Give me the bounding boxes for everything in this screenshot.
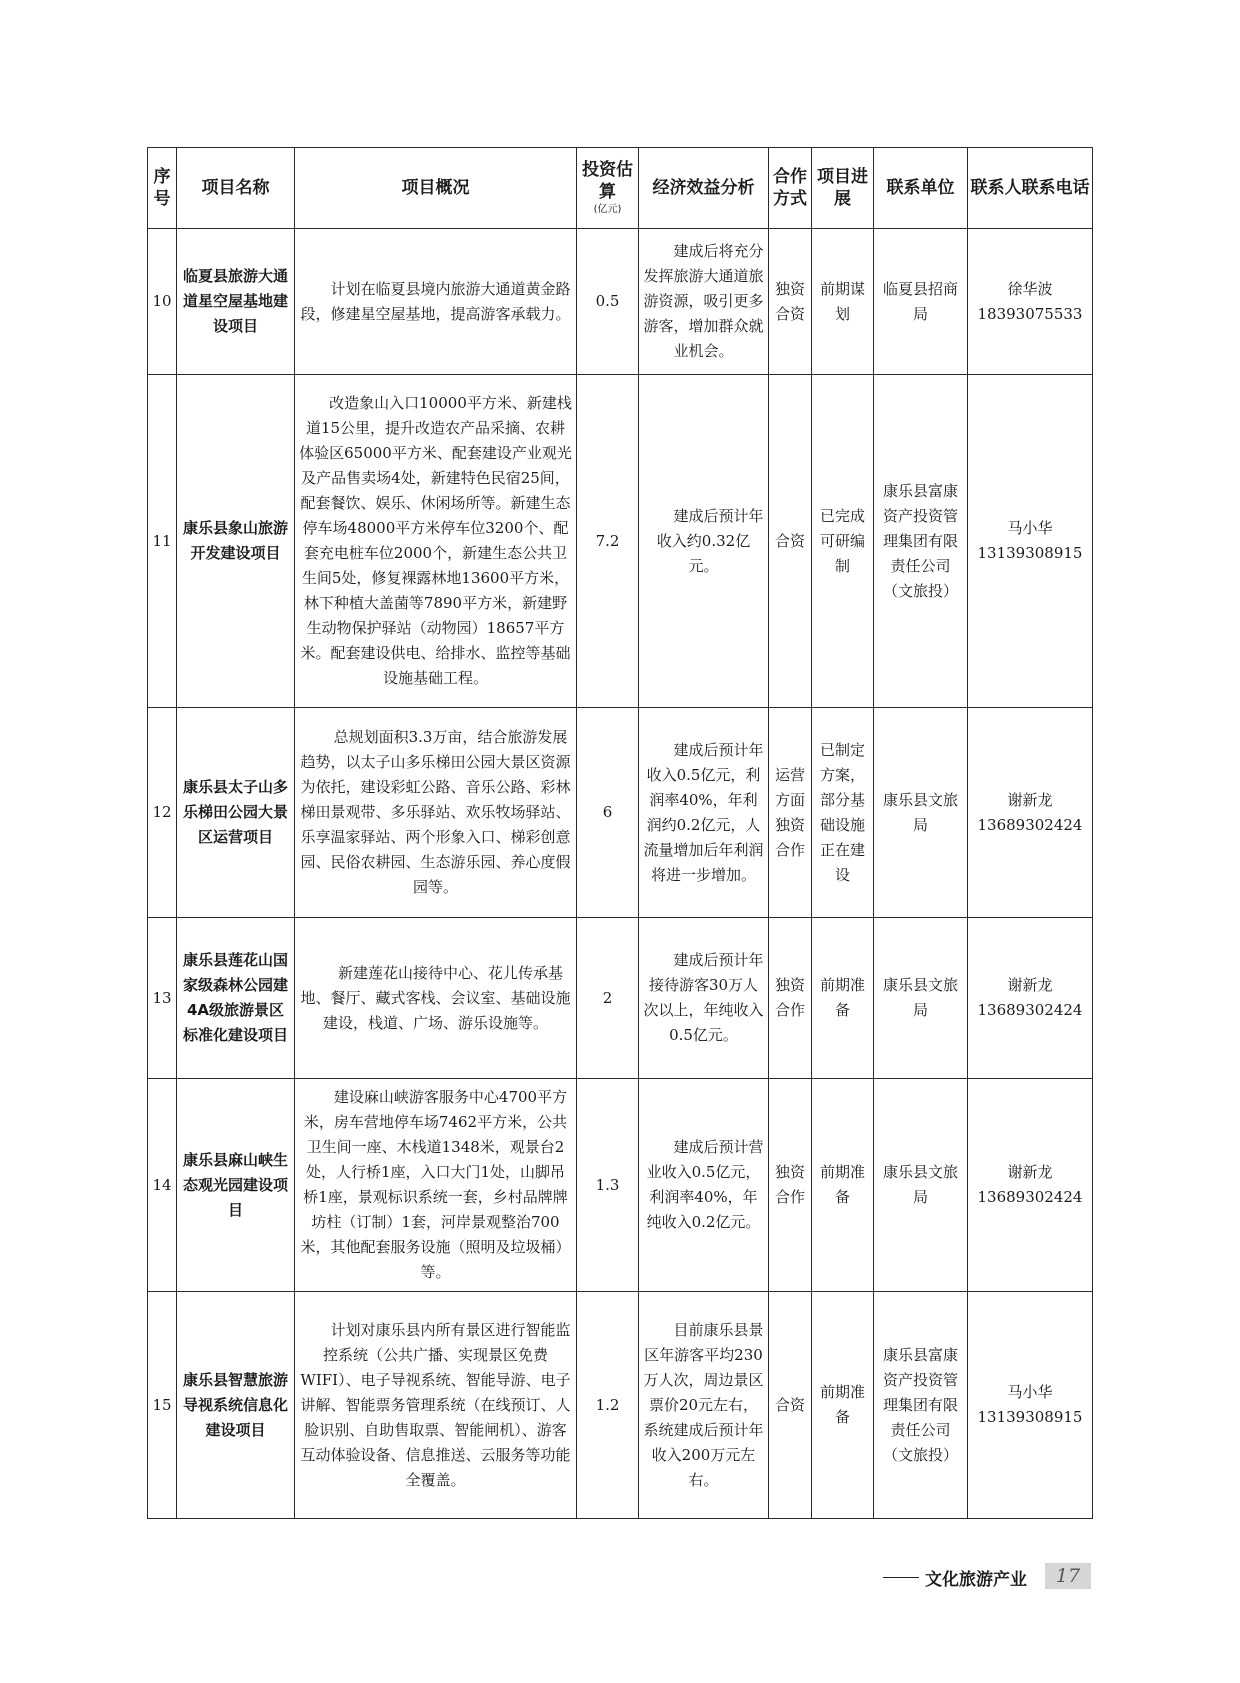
row-progress: 前期谋划	[812, 229, 874, 375]
row-progress: 前期准备	[812, 1292, 874, 1519]
row-seq: 15	[148, 1292, 177, 1519]
row-seq: 14	[148, 1079, 177, 1292]
row-seq: 13	[148, 918, 177, 1079]
row-seq: 11	[148, 375, 177, 708]
header-benefit: 经济效益分析	[639, 148, 769, 229]
row-benefit: 目前康乐县景区年游客平均230万人次，周边景区票价20元左右，系统建成后预计年收入200万元左右。	[639, 1292, 769, 1519]
header-unit: 联系单位	[874, 148, 968, 229]
row-contact	[968, 708, 1093, 918]
page-number: 17	[1045, 1563, 1091, 1589]
page-footer	[875, 1563, 1095, 1593]
row-cooperation: 运营方面独资合作	[769, 708, 812, 918]
row-overview: 建设麻山峡游客服务中心4700平方米，房车营地停车场7462平方米，公共卫生间一座、木栈道1348米，观景台2处，人行桥1座，入口大门1处，山脚吊桥1座，景观标识系统一套，乡村品牌牌坊柱（订制）1套，河岸景观整治700米，其他配套服务设施（照明及垃圾桶）等。	[295, 1079, 577, 1292]
table-row	[148, 229, 1093, 375]
row-investment: 1.3	[577, 1079, 639, 1292]
row-contact-phone: 13139308915	[977, 544, 1083, 562]
table-row	[148, 918, 1093, 1079]
header-cooperation: 合作方式	[769, 148, 812, 229]
row-benefit: 建成后预计年收入约0.32亿元。	[639, 375, 769, 708]
header-overview: 项目概况	[295, 148, 577, 229]
row-cooperation: 独资合作	[769, 1079, 812, 1292]
row-unit: 康乐县文旅局	[874, 918, 968, 1079]
row-overview: 总规划面积3.3万亩，结合旅游发展趋势，以太子山多乐梯田公园大景区资源为依托，建设彩虹公路、音乐公路、彩林梯田景观带、多乐驿站、欢乐牧场驿站、乐享温家驿站、两个形象入口、梯彩创意园、民俗农耕园、生态游乐园、养心度假园等。	[295, 708, 577, 918]
row-project-name: 临夏县旅游大通道星空屋基地建设项目	[177, 229, 295, 375]
row-overview: 改造象山入口10000平方米、新建栈道15公里，提升改造农产品采摘、农耕体验区65000平方米、配套建设产业观光及产品售卖场4处，新建特色民宿25间，配套餐饮、娱乐、休闲场所等。新建生态停车场48000平方米停车位3200个、配套充电桩车位2000个，新建生态公共卫生间5处，修复裸露林地13600平方米，林下种植大盖菌等7890平方米，新建野生动物保护驿站（动物园）18657平方米。配套建设供电、给排水、监控等基础设施基础工程。	[295, 375, 577, 708]
row-overview: 计划对康乐县内所有景区进行智能监控系统（公共广播、实现景区免费WIFI）、电子导视系统、智能导游、电子讲解、智能票务管理系统（在线预订、人脸识别、自助售取票、智能闸机）、游客互动体验设备、信息推送、云服务等功能全覆盖。	[295, 1292, 577, 1519]
row-progress: 已完成可研编制	[812, 375, 874, 708]
table-row	[148, 708, 1093, 918]
row-investment: 6	[577, 708, 639, 918]
row-contact	[968, 1292, 1093, 1519]
row-seq: 10	[148, 229, 177, 375]
table-row	[148, 1079, 1093, 1292]
header-contact: 联系人联系电话	[968, 148, 1093, 229]
header-investment-unit: (亿元)	[593, 204, 622, 215]
row-progress: 前期准备	[812, 918, 874, 1079]
row-seq: 12	[148, 708, 177, 918]
row-contact-phone: 13689302424	[977, 815, 1083, 834]
row-project-name: 康乐县象山旅游开发建设项目	[177, 375, 295, 708]
row-contact-phone: 13139308915	[977, 1408, 1083, 1426]
row-contact-person: 谢新龙	[1007, 790, 1053, 809]
row-unit: 康乐县富康资产投资管理集团有限责任公司（文旅投）	[874, 375, 968, 708]
row-contact-person: 谢新龙	[1007, 1163, 1053, 1181]
row-investment: 7.2	[577, 375, 639, 708]
row-cooperation: 合资	[769, 375, 812, 708]
header-seq: 序号	[148, 148, 177, 229]
row-unit: 康乐县文旅局	[874, 708, 968, 918]
table-row	[148, 1292, 1093, 1519]
row-unit: 康乐县富康资产投资管理集团有限责任公司（文旅投）	[874, 1292, 968, 1519]
footer-dash	[883, 1577, 919, 1578]
footer-section-label: 文化旅游产业	[925, 1570, 1027, 1590]
header-name: 项目名称	[177, 148, 295, 229]
row-benefit: 建成后预计年收入0.5亿元，利润率40%，年利润约0.2亿元，人流量增加后年利润将进一步增加。	[639, 708, 769, 918]
row-investment: 2	[577, 918, 639, 1079]
row-contact-person: 谢新龙	[1007, 976, 1053, 994]
row-benefit: 建成后预计营业收入0.5亿元，利润率40%，年纯收入0.2亿元。	[639, 1079, 769, 1292]
row-progress: 前期准备	[812, 1079, 874, 1292]
row-project-name: 康乐县莲花山国家级森林公园建4A级旅游景区标准化建设项目	[177, 918, 295, 1079]
header-investment-label: 投资估算	[582, 160, 633, 202]
row-investment: 1.2	[577, 1292, 639, 1519]
row-progress: 已制定方案，部分基础设施正在建设	[812, 708, 874, 918]
row-contact	[968, 375, 1093, 708]
row-project-name: 康乐县太子山多乐梯田公园大景区运营项目	[177, 708, 295, 918]
header-investment	[577, 148, 639, 229]
row-unit: 临夏县招商局	[874, 229, 968, 375]
row-cooperation: 独资合作	[769, 918, 812, 1079]
row-contact-person: 徐华波	[1007, 279, 1053, 298]
table-row	[148, 375, 1093, 708]
row-contact	[968, 918, 1093, 1079]
row-contact	[968, 1079, 1093, 1292]
row-contact-person: 马小华	[1007, 1383, 1053, 1401]
row-benefit: 建成后将充分发挥旅游大通道旅游资源，吸引更多游客，增加群众就业机会。	[639, 229, 769, 375]
row-contact-person: 马小华	[1007, 519, 1053, 537]
row-cooperation: 合资	[769, 1292, 812, 1519]
row-contact-phone: 13689302424	[977, 1001, 1083, 1019]
row-project-name: 康乐县智慧旅游导视系统信息化建设项目	[177, 1292, 295, 1519]
header-progress: 项目进展	[812, 148, 874, 229]
row-investment: 0.5	[577, 229, 639, 375]
row-contact-phone: 18393075533	[977, 304, 1083, 323]
row-overview: 计划在临夏县境内旅游大通道黄金路段，修建星空屋基地，提高游客承载力。	[295, 229, 577, 375]
row-contact	[968, 229, 1093, 375]
table-header-row	[148, 148, 1093, 229]
project-table	[147, 147, 1093, 1519]
row-cooperation: 独资合资	[769, 229, 812, 375]
row-unit: 康乐县文旅局	[874, 1079, 968, 1292]
row-project-name: 康乐县麻山峡生态观光园建设项目	[177, 1079, 295, 1292]
row-benefit: 建成后预计年接待游客30万人次以上，年纯收入0.5亿元。	[639, 918, 769, 1079]
row-overview: 新建莲花山接待中心、花儿传承基地、餐厅、藏式客栈、会议室、基础设施建设，栈道、广场、游乐设施等。	[295, 918, 577, 1079]
row-contact-phone: 13689302424	[977, 1188, 1083, 1206]
